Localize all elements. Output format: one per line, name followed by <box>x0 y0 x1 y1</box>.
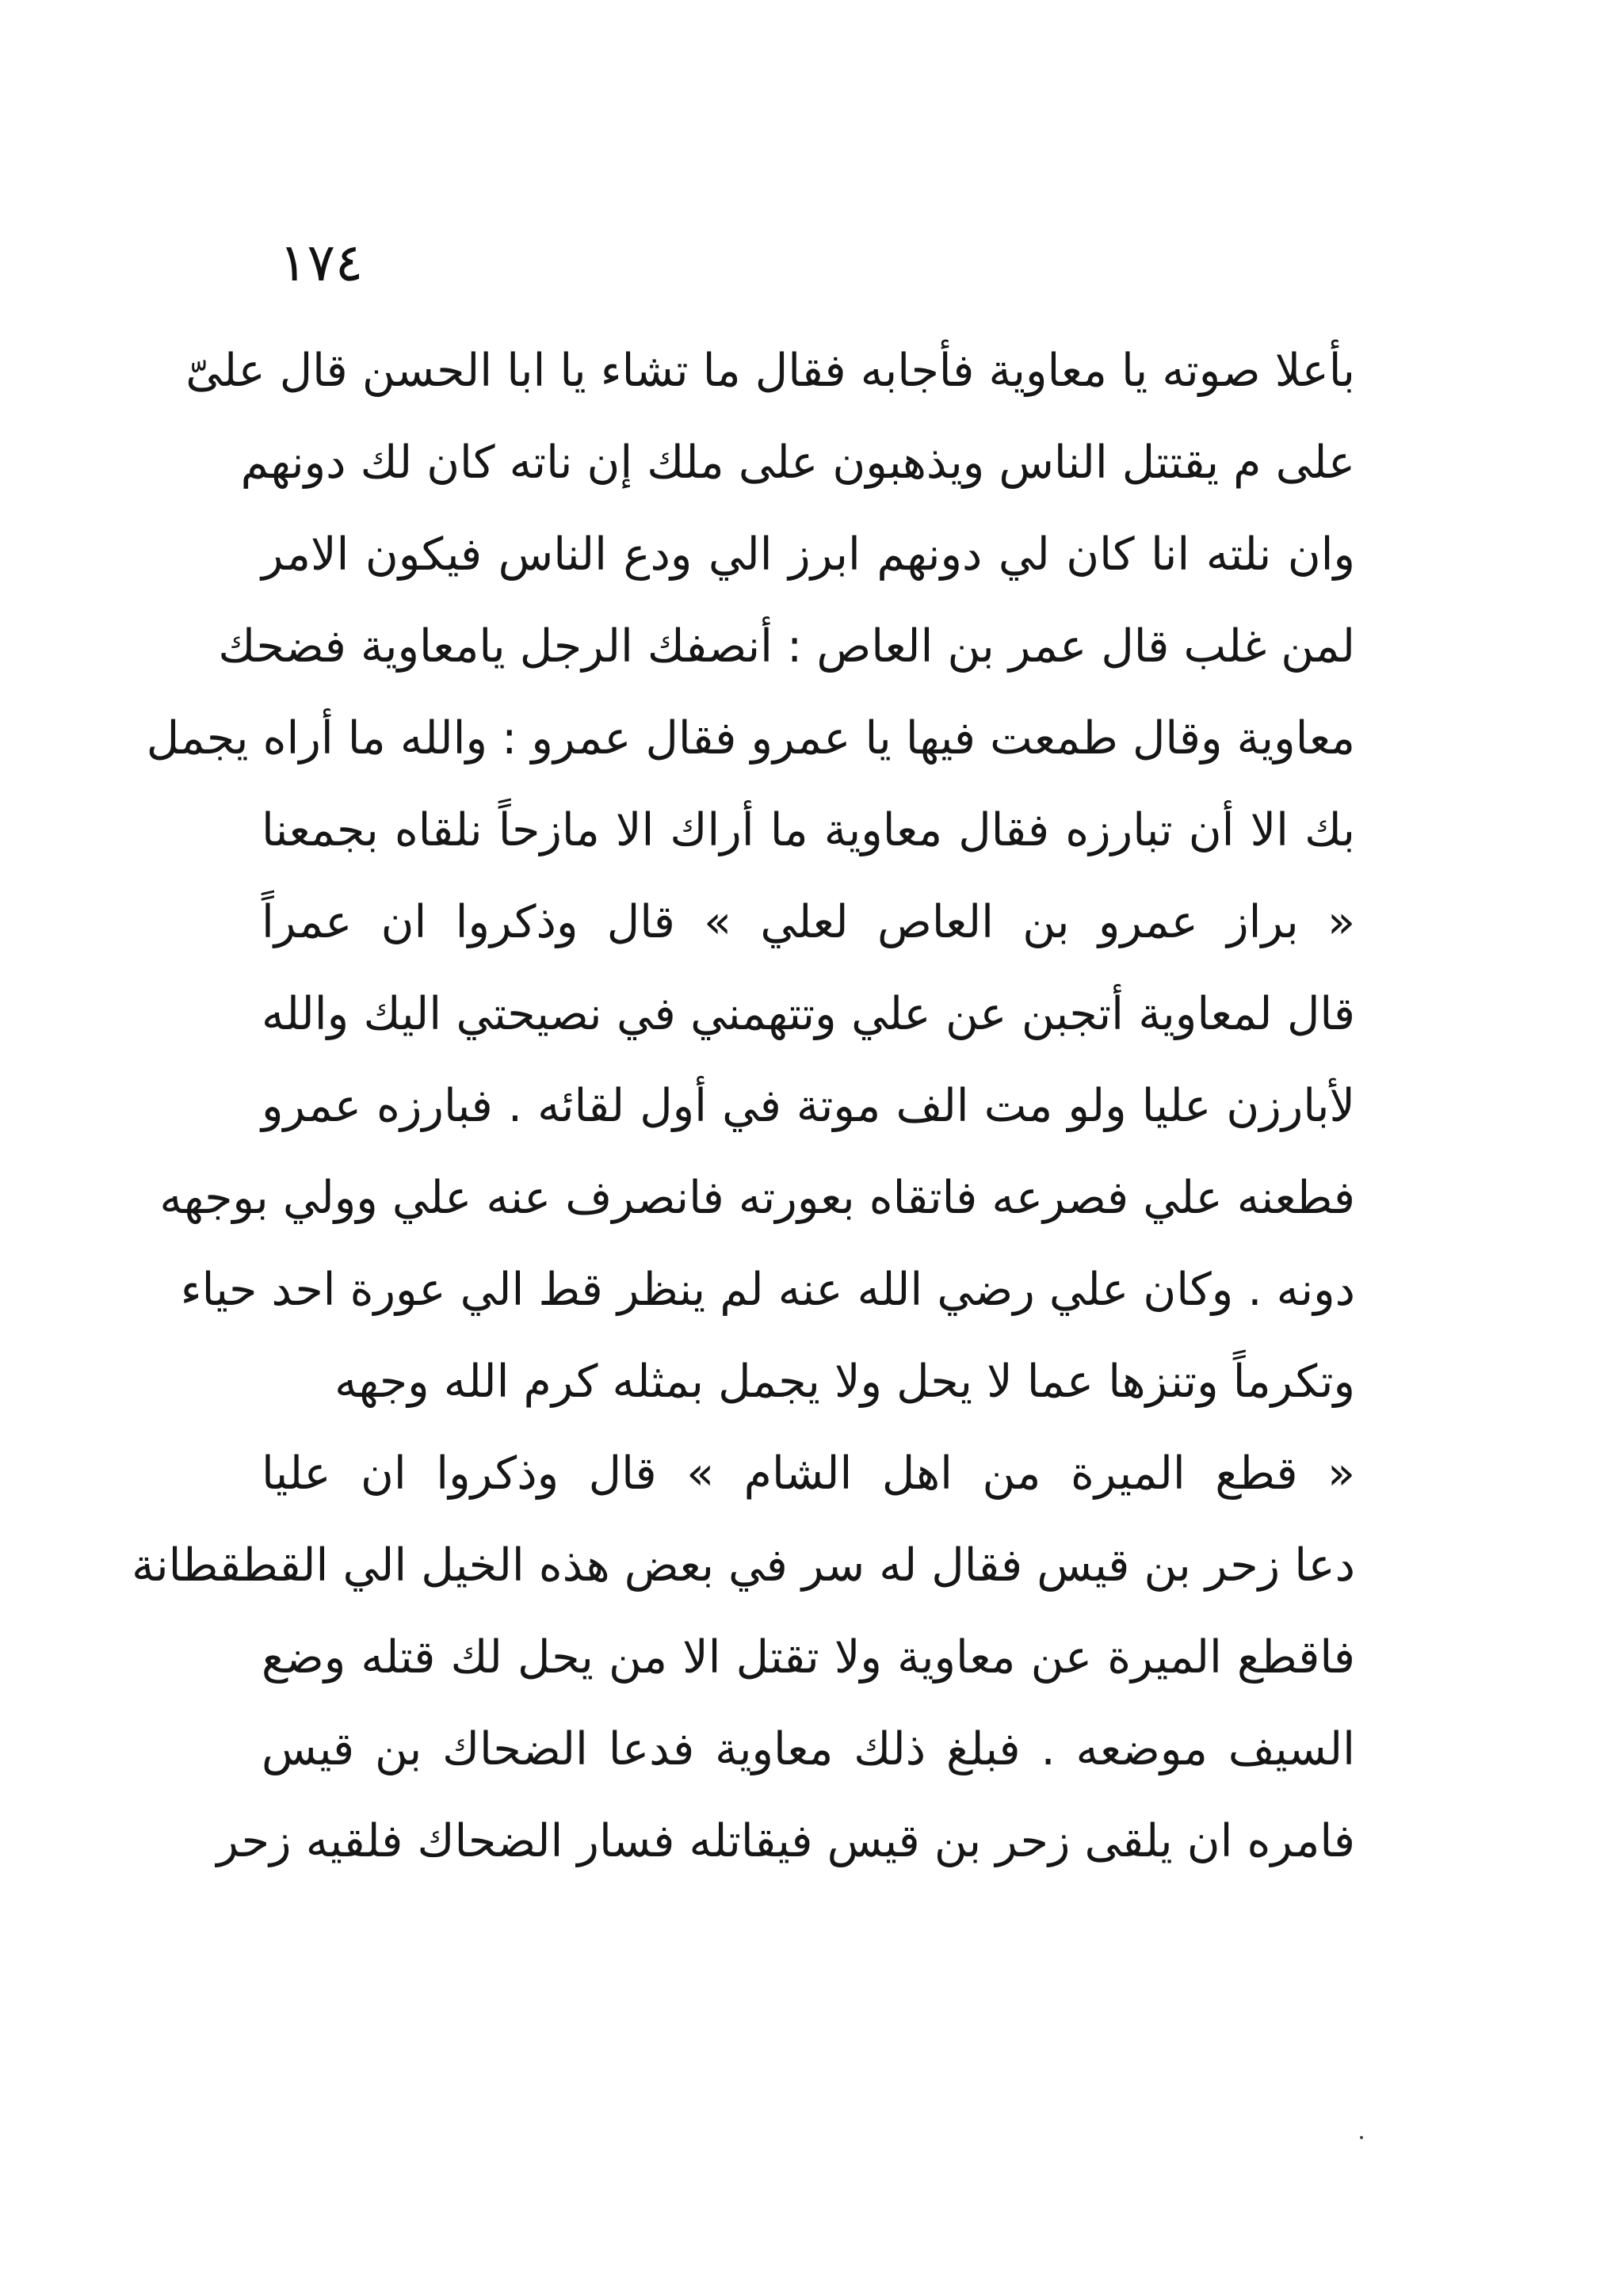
text-line: قال لمعاوية أتجبن عن علي وتتهمني في نصيحتي اليك والله <box>262 988 1355 1040</box>
text-line: وتكرماً وتنزها عما لا يحل ولا يجمل بمثله كرم الله وجهه <box>334 1356 1355 1408</box>
text-line: فاقطع الميرة عن معاوية ولا تقتل الا من يحل لك قتله وضع <box>262 1631 1355 1684</box>
body-text <box>132 325 1355 1887</box>
text-line: دعا زحر بن قيس فقال له سر في بعض هذه الخيل الي القطقطانة <box>132 1539 1355 1592</box>
scan-speck <box>1360 2136 1363 2139</box>
text-line: لمن غلب قال عمر بن العاص : أنصفك الرجل يامعاوية فضحك <box>218 620 1355 673</box>
text-line: السيف موضعه . فبلغ ذلك معاوية فدعا الضحاك بن قيس <box>262 1723 1355 1775</box>
text-line: وان نلته انا كان لي دونهم ابرز الي ودع الناس فيكون الامر <box>262 528 1355 581</box>
section-heading-line: « قطع الميرة من اهل الشام » قال وذكروا ان عليا <box>262 1447 1355 1500</box>
text-line: بك الا أن تبارزه فقال معاوية ما أراك الا مازحاً نلقاه بجمعنا <box>262 804 1355 856</box>
text-line: بأعلا صوته يا معاوية فأجابه فقال ما تشاء يا ابا الحسن قال علىّ <box>185 345 1355 397</box>
page-number: ١٧٤ <box>279 232 364 293</box>
text-line: لأبارزن عليا ولو مت الف موتة في أول لقائه . فبارزه عمرو <box>262 1080 1355 1132</box>
text-line: فامره ان يلقى زحر بن قيس فيقاتله فسار الضحاك فلقيه زحر <box>216 1815 1355 1867</box>
text-line: معاوية وقال طمعت فيها يا عمرو فقال عمرو : والله ما أراه يجمل <box>146 712 1355 765</box>
text-line: فطعنه علي فصرعه فاتقاه بعورته فانصرف عنه علي وولي بوجهه <box>159 1172 1355 1224</box>
section-heading-line: « براز عمرو بن العاص لعلي » قال وذكروا ان عمراً <box>262 896 1355 948</box>
text-line: دونه . وكان علي رضي الله عنه لم ينظر قط الي عورة احد حياء <box>180 1264 1355 1316</box>
text-line: على م يقتتل الناس ويذهبون على ملك إن ناته كان لك دونهم <box>240 437 1355 489</box>
